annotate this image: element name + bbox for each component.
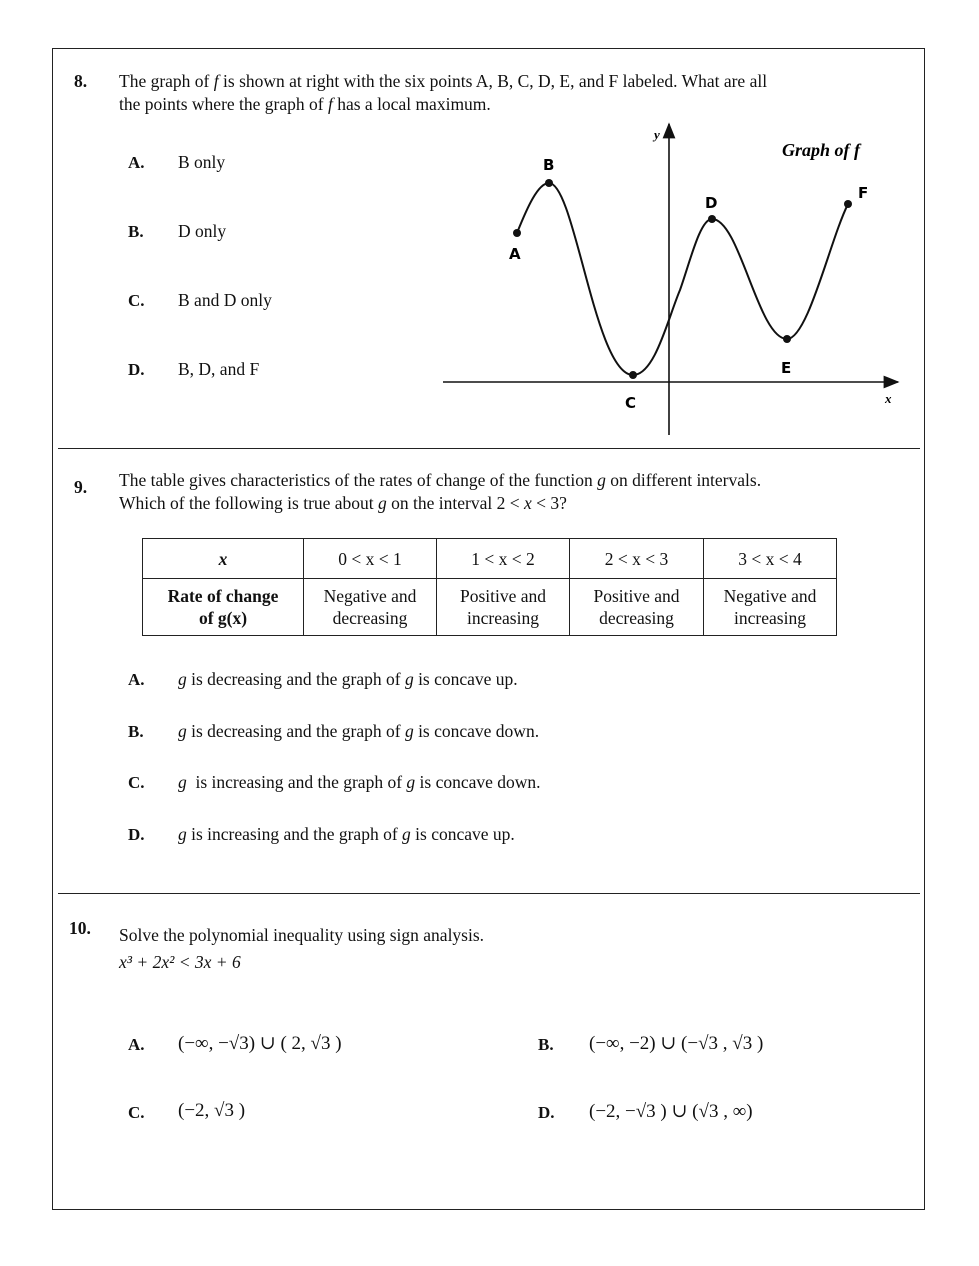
graph-of-f bbox=[0, 0, 979, 450]
text: on different intervals. bbox=[605, 470, 762, 490]
point-f bbox=[844, 200, 852, 208]
text: increasing bbox=[734, 608, 806, 628]
choice-letter: C. bbox=[128, 291, 145, 310]
math-g: g bbox=[178, 824, 187, 844]
text: Negative and bbox=[723, 586, 817, 606]
header-cell: 2 < x < 3 bbox=[570, 539, 704, 579]
math-g: g bbox=[406, 772, 416, 792]
curve-f bbox=[517, 183, 848, 375]
rates-table bbox=[142, 538, 837, 636]
divider bbox=[58, 893, 920, 894]
text: is concave down. bbox=[415, 772, 541, 792]
q10-number: 10. bbox=[69, 918, 91, 938]
point-c bbox=[629, 371, 637, 379]
text: is concave up. bbox=[410, 824, 515, 844]
point-label-a: A bbox=[509, 245, 521, 263]
text: Positive and bbox=[593, 586, 680, 606]
table-cell bbox=[570, 579, 704, 636]
header-cell: 1 < x < 2 bbox=[437, 539, 570, 579]
text: is decreasing and the graph of bbox=[186, 721, 405, 741]
choice-letter: A. bbox=[128, 1035, 145, 1054]
x-axis-label: x bbox=[885, 391, 892, 406]
math-g: g bbox=[402, 824, 411, 844]
point-b bbox=[545, 179, 553, 187]
point-label-d: D bbox=[705, 194, 718, 212]
math-g: g bbox=[404, 669, 414, 689]
math-g: g bbox=[597, 470, 606, 490]
choice-letter: D. bbox=[128, 360, 145, 379]
text: < 3? bbox=[531, 493, 567, 513]
table-header-row bbox=[143, 539, 837, 579]
choice-text bbox=[178, 824, 515, 845]
math-g: g bbox=[178, 772, 187, 792]
text: is increasing and the graph of bbox=[186, 772, 407, 792]
table-cell bbox=[704, 579, 837, 636]
q9-question-line2 bbox=[119, 493, 567, 514]
header-cell: 3 < x < 4 bbox=[704, 539, 837, 579]
point-d bbox=[708, 215, 716, 223]
text: has a local maximum. bbox=[332, 94, 491, 114]
point-label-e: E bbox=[781, 359, 792, 377]
text: is concave up. bbox=[413, 669, 518, 689]
choice-text: (−∞, −√3) ∪ ( 2, √3 ) bbox=[178, 1033, 342, 1054]
text: The table gives characteristics of the rates of change of the function bbox=[119, 470, 598, 490]
point-label-b: B bbox=[543, 156, 555, 174]
choice-letter: B. bbox=[128, 722, 144, 741]
text: decreasing bbox=[599, 608, 674, 628]
math-g: g bbox=[178, 721, 187, 741]
choice-text: B, D, and F bbox=[178, 359, 260, 379]
text: is increasing and the graph of bbox=[186, 824, 403, 844]
header-cell: x bbox=[143, 539, 304, 579]
point-a bbox=[513, 229, 521, 237]
row-label-cell bbox=[143, 579, 304, 636]
math-g: g bbox=[404, 721, 414, 741]
q9-question-line1 bbox=[119, 470, 761, 491]
choice-letter: D. bbox=[128, 825, 145, 844]
text: is shown at right with the six points A, B, C, D, E, and F labeled. What are all bbox=[218, 71, 768, 91]
choice-letter: D. bbox=[538, 1103, 555, 1122]
text: Positive and bbox=[459, 586, 547, 606]
choice-text: D only bbox=[178, 221, 227, 241]
choice-letter: C. bbox=[128, 1103, 145, 1122]
y-axis-label: y bbox=[654, 127, 660, 142]
text: is decreasing and the graph of bbox=[186, 669, 405, 689]
choice-text: (−2, −√3 ) ∪ (√3 , ∞) bbox=[589, 1101, 753, 1122]
choice-letter: B. bbox=[128, 222, 144, 241]
text: on the interval 2 < bbox=[386, 493, 524, 513]
q9-number: 9. bbox=[74, 477, 88, 497]
divider bbox=[58, 448, 920, 449]
choice-text bbox=[178, 772, 541, 793]
choice-letter: C. bbox=[128, 773, 145, 792]
text: the points where the graph of bbox=[119, 94, 328, 114]
choice-text: (−2, √3 ) bbox=[178, 1100, 246, 1121]
table-cell bbox=[437, 579, 570, 636]
text: increasing bbox=[467, 608, 539, 628]
point-label-c: C bbox=[625, 394, 637, 412]
math-g: g bbox=[378, 493, 387, 513]
choice-text bbox=[178, 669, 518, 690]
table-row bbox=[143, 579, 837, 636]
q10-inequality: x³ + 2x² < 3x + 6 bbox=[119, 952, 241, 972]
point-label-f: F bbox=[858, 184, 869, 202]
choice-letter: A. bbox=[128, 153, 145, 172]
text: of g(x) bbox=[198, 608, 248, 628]
math-g: g bbox=[178, 669, 187, 689]
choice-text bbox=[178, 721, 539, 742]
text: Rate of change bbox=[167, 586, 279, 606]
text: Negative and bbox=[323, 586, 417, 606]
choice-text: B only bbox=[178, 152, 226, 172]
choice-letter: A. bbox=[128, 670, 145, 689]
choice-text: (−∞, −2) ∪ (−√3 , √3 ) bbox=[589, 1033, 764, 1054]
text: The graph of bbox=[119, 71, 214, 91]
point-e bbox=[783, 335, 791, 343]
text: decreasing bbox=[332, 608, 408, 628]
header-cell: 0 < x < 1 bbox=[304, 539, 437, 579]
math-f: f bbox=[327, 94, 333, 114]
q8-number: 8. bbox=[74, 71, 88, 91]
graph-title: Graph of f bbox=[782, 140, 861, 160]
choice-letter: B. bbox=[538, 1035, 554, 1054]
q10-prompt: Solve the polynomial inequality using sign analysis. bbox=[119, 925, 485, 945]
text: Which of the following is true about bbox=[119, 493, 379, 513]
math-f: f bbox=[213, 71, 219, 91]
table-cell bbox=[304, 579, 437, 636]
text: is concave down. bbox=[413, 721, 540, 741]
choice-text: B and D only bbox=[178, 290, 272, 310]
math-x: x bbox=[524, 493, 532, 513]
